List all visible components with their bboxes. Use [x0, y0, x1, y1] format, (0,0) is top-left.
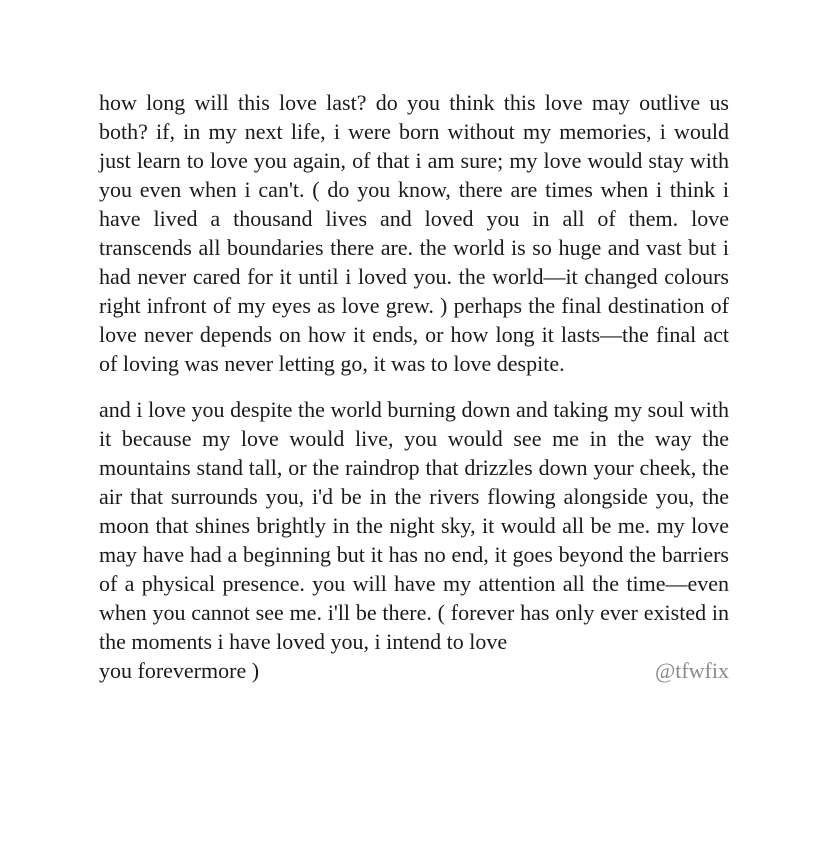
closing-line: you forevermore ): [99, 658, 260, 683]
paragraph-2-body: and i love you despite the world burning down and taking my soul with it because my love would live, you would see me in the way the mountains stand tall, or the raindrop that drizzles down your cheek, the air that surrounds you, i'd be in the rivers flowing alongside you, the moon that shines brightly in the night sky, it would all be me. my love may have had a beginning but it has no end, it goes beyond the barriers of a physical presence. you will have my attention all the time—even when you cannot see me. i'll be there. ( forever has only ever existed in the moments i have loved you, i intend to love: [99, 397, 729, 654]
poem-document: [99, 88, 729, 685]
paragraph-2: [99, 395, 729, 685]
closing-row: [99, 656, 729, 685]
paragraph-1: how long will this love last? do you think this love may outlive us both? if, in my next life, i were born without my memories, i would just learn to love you again, of that i am sure; my love would stay with you even when i can't. ( do you know, there are times when i think i have lived a thousand lives and loved you in all of them. love transcends all boundaries there are. the world is so huge and vast but i had never cared for it until i loved you. the world—it changed colours right infront of my eyes as love grew. ) perhaps the final destination of love never depends on how it ends, or how long it lasts—the final act of loving was never letting go, it was to love despite.: [99, 90, 729, 376]
author-handle: @tfwfix: [654, 658, 729, 683]
